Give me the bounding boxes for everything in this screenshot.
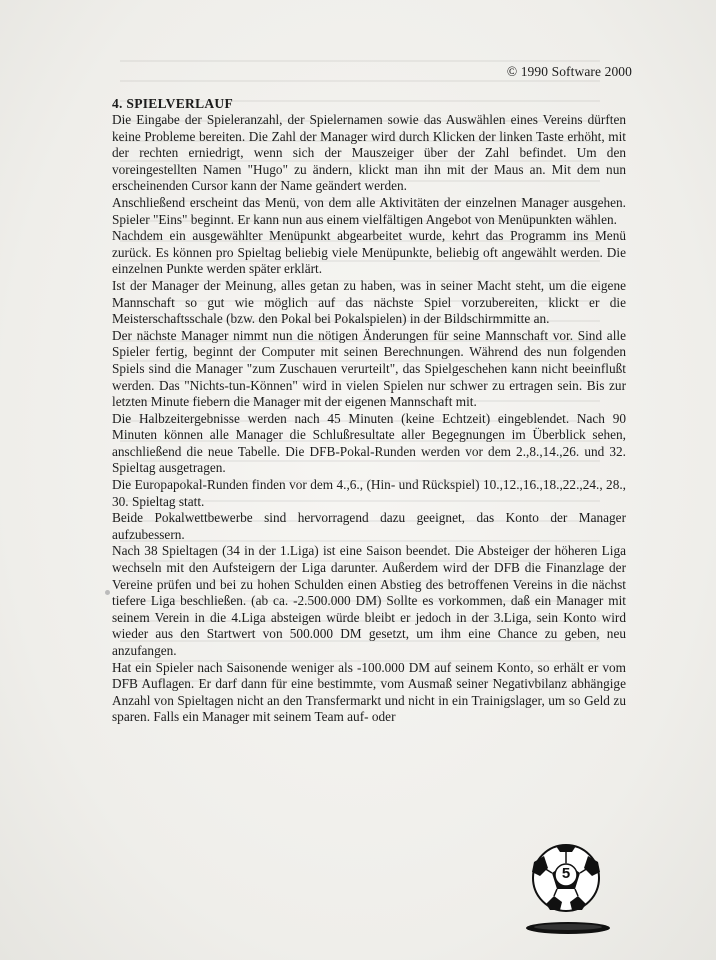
paragraph-2: Anschließend erscheint das Menü, von dem alle Aktivitäten der einzelnen Manager ausgehen. Spieler "Eins" beginnt. Er kann nun aus einem vielfältigen Angebot von Menüpunkten wählen. [112,194,626,227]
margin-mark [105,590,110,595]
copyright-notice: © 1990 Software 2000 [506,64,632,79]
paragraph-10: Hat ein Spieler nach Saisonende weniger als -100.000 DM auf seinem Konto, so erhält er vom DFB Auflagen. Er darf dann für eine bestimmte, vom Ausmaß seiner Negativbilanz abhängige Anzahl von Spieltagen nicht an den Transfermarkt und nicht in ein Trainigslager, um so Geld zu sparen. Falls ein Manager mit seinem Team auf- oder [112,659,626,725]
page-number: 5 [561,865,571,882]
soccer-ball-icon [510,842,620,942]
paragraph-8: Beide Pokalwettbewerbe sind hervorragend dazu geeignet, das Konto der Manager aufzubessern. [112,510,626,542]
paragraph-6: Die Halbzeitergebnisse werden nach 45 Minuten (keine Echtzeit) eingeblendet. Nach 90 Minuten können alle Manager die Schlußresultate aller Begegnungen im Überblick sehen, anschließend die neue Tabelle. Die DFB-Pokal-Runden werden vor dem 2.,8.,14.,26. und 32. Spieltag ausgetragen. [112,410,626,476]
section-heading: 4. SPIELVERLAUF [112,96,234,111]
paragraph-4: Ist der Manager der Meinung, alles getan zu haben, was in seiner Macht steht, um die eigene Mannschaft so gut wie möglich auf das nächste Spiel vorzubereiten, klickt er die Meisterschaftsschale (bzw. den Pokal bei Pokalspielen) in der Bildschirmmitte an. [112,277,626,327]
paragraph-1: Die Eingabe der Spieleranzahl, der Spielernamen sowie das Auswählen eines Vereins dürften keine Probleme bereiten. Die Zahl der Manager wird durch Klicken der linken Taste erhöht, mit der rechten erniedrigt, wenn sich der Mauszeiger über der Zahl befindet. Um den voreingestellten Namen "Hugo" zu ändern, klickt man ihn mit der Maus an. Mit dem nun erscheinenden Cursor kann der Name geändert werden. [112,112,626,194]
paragraph-5: Der nächste Manager nimmt nun die nötigen Änderungen für seine Mannschaft vor. Sind alle Spieler fertig, beginnt der Computer mit seinen Berechnungen. Während des nun folgenden Spiels sind die Manager "zum Zuschauen verurteilt", das Spielgeschehen kann nicht beeinflußt werden. Das "Nichts-tun-Können" wird in vielen Spielen nur schwer zu ertragen sein. Bis zur letzten Minute fiebern die Manager mit der eigenen Mannschaft mit. [112,327,626,410]
paragraph-9: Nach 38 Spieltagen (34 in der 1.Liga) ist eine Saison beendet. Die Absteiger der höheren Liga wechseln mit den Aufsteigern der Liga darunter. Außerdem wird der DFB die Finanzlage der Vereine prüfen und bei zu hohen Schulden einen Abstieg des betroffenen Vereins in die nächst tiefere Liga beschließen. (ab ca. -2.500.000 DM) Sollte es vorkommen, daß ein Manager mit seinem Verein in die 4.Liga absteigen würde bleibt er jedoch in der 3.Liga, sein Konto wird wieder aus den Startwert von 500.000 DM gesetzt, um ihm eine Chance zu geben, neu anzufangen. [112,543,626,658]
page-footer [510,842,620,942]
paragraph-3: Nachdem ein ausgewählter Menüpunkt abgearbeitet wurde, kehrt das Programm ins Menü zurück. Es können pro Spieltag beliebig viele Menüpunkte, beliebig oft angewählt werden. Die einzelnen Punkte werden später erklärt. [112,228,626,277]
paragraph-7: Die Europapokal-Runden finden vor dem 4.,6., (Hin- und Rückspiel) 10.,12.,16.,18.,22.,24., 28., 30. Spieltag statt. [112,477,626,509]
section-content [112,96,626,726]
